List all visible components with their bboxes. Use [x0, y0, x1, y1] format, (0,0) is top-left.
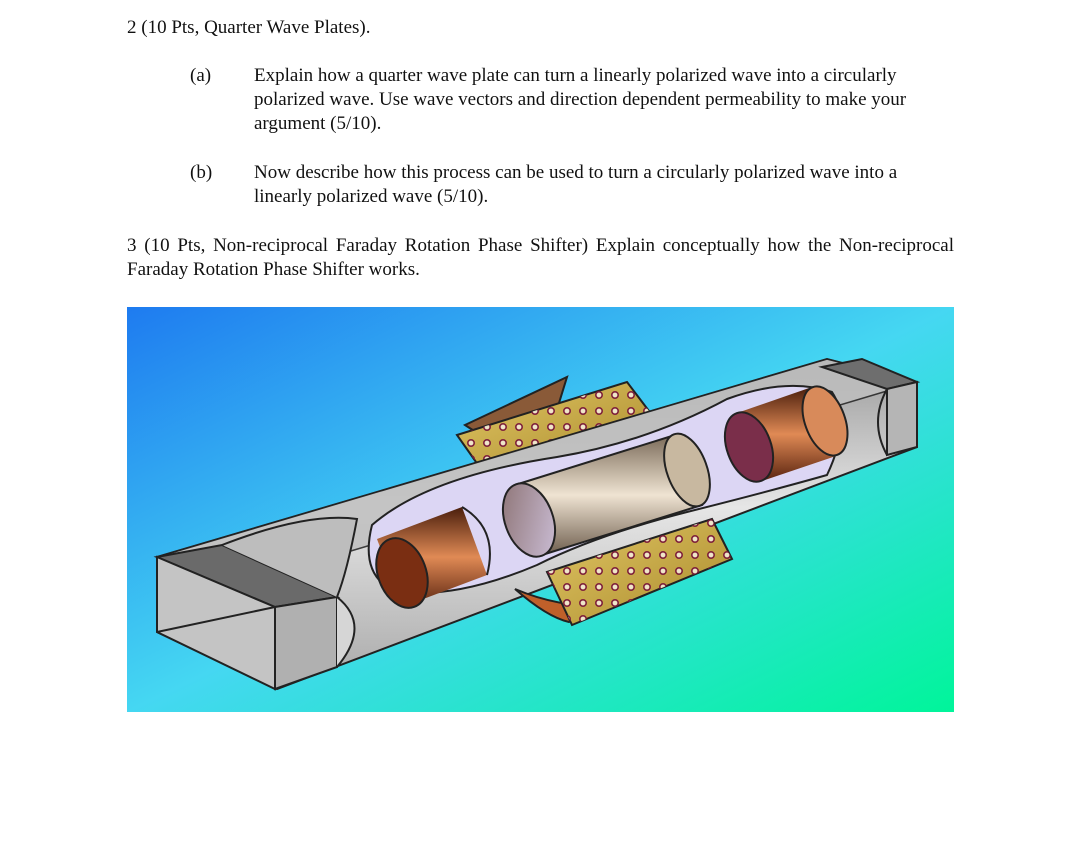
faraday-rotator-illustration [127, 307, 954, 712]
question-2-heading: 2 (10 Pts, Quarter Wave Plates). [127, 17, 371, 38]
question-3-text: 3 (10 Pts, Non-reciprocal Faraday Rotation Phase Shifter) Explain conceptually how the Non-reciprocal Faraday Rotation Phase Shifter works. [127, 235, 954, 280]
part-b-text: Now describe how this process can be used to turn a circularly polarized wave into a linearly polarized wave (5/10). [254, 162, 898, 207]
part-b-label: (b) [190, 162, 213, 183]
part-a-text: Explain how a quarter wave plate can turn a linearly polarized wave into a circularly polarized wave. Use wave vectors and direction dependent permeability to make your argument (5/10). [254, 65, 907, 134]
part-a-label: (a) [190, 65, 212, 86]
